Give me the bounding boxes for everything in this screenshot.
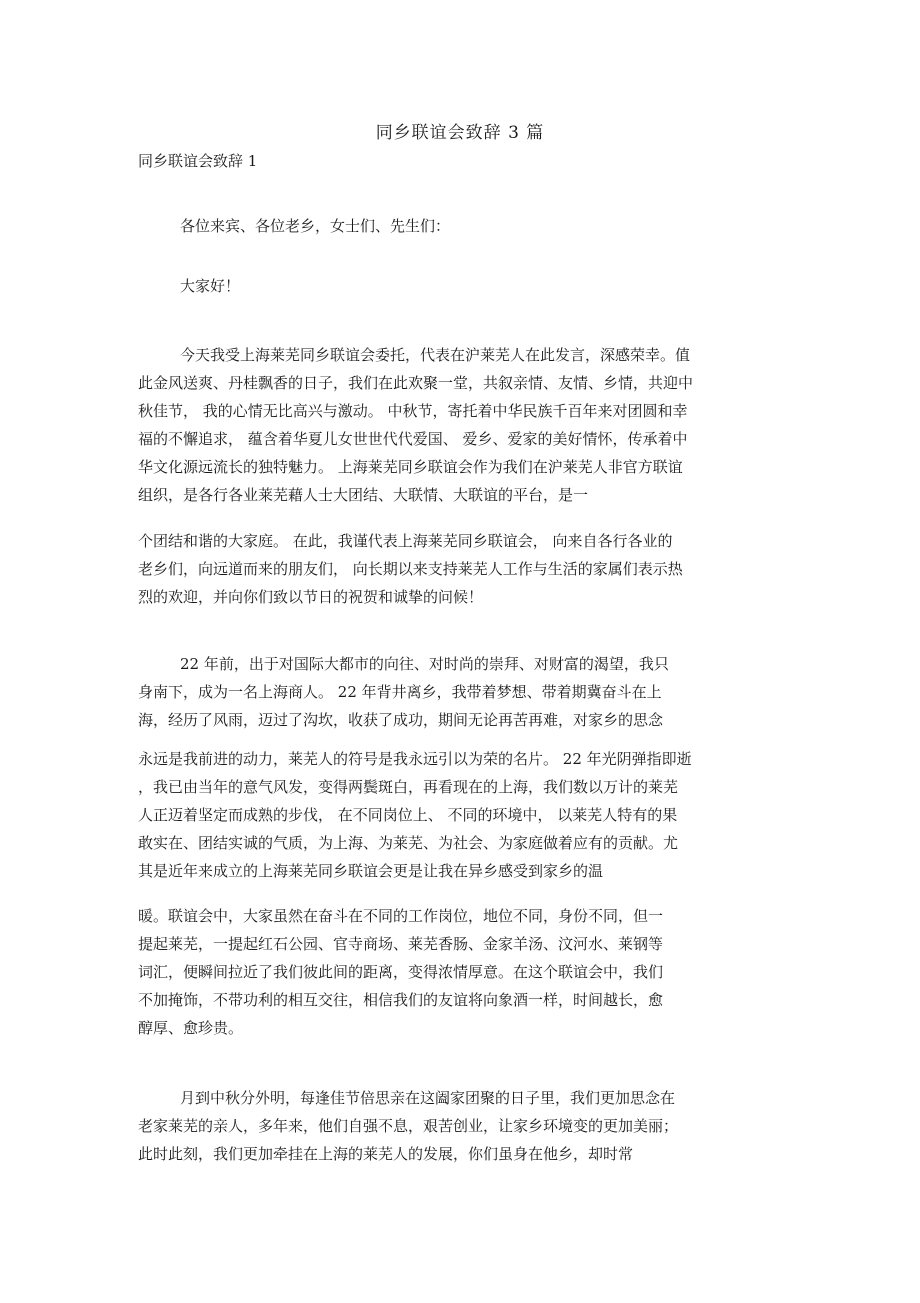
document-title: 同乡联谊会致辞 3 篇 [375, 123, 545, 143]
paragraph-line: 22 年前，出于对国际大都市的向往、对时尚的崇拜、对财富的渴望，我只 [180, 655, 669, 673]
paragraph-line: 其是近年来成立的上海莱芜同乡联谊会更是让我在异乡感受到家乡的温 [138, 862, 604, 880]
paragraph-line: ，我已由当年的意气风发，变得两鬓斑白，再看现在的上海，我们数以万计的莱芜 [138, 778, 679, 796]
paragraph-line: 敢实在、团结实诚的气质，为上海、为莱芜、为社会、为家庭做着应有的贡献。尤 [138, 834, 679, 852]
paragraph-line: 老乡们，向远道而来的朋友们， 向长期以来支持莱芜人工作与生活的家属们表示热 [138, 560, 683, 578]
paragraph-line: 身南下，成为一名上海商人。 22 年背井离乡，我带着梦想、带着期冀奋斗在上 [138, 683, 662, 701]
section-heading: 同乡联谊会致辞 1 [138, 152, 258, 170]
paragraph-line: 秋佳节， 我的心情无比高兴与激动。 中秋节，寄托着中华民族千百年来对团圆和幸 [138, 402, 688, 420]
paragraph-line: 词汇，便瞬间拉近了我们彼此间的距离，变得浓情厚意。在这个联谊会中，我们 [138, 963, 664, 981]
paragraph-line: 今天我受上海莱芜同乡联谊会委托，代表在沪莱芜人在此发言，深感荣幸。值 [180, 346, 691, 364]
paragraph-line: 月到中秋分外明，每逢佳节倍思亲在这阖家团聚的日子里，我们更加思念在 [180, 1089, 676, 1107]
paragraph-line: 海，经历了风雨，迈过了沟坎，收获了成功，期间无论再苦再难，对家乡的思念 [138, 711, 664, 729]
paragraph-line: 烈的欢迎，并向你们致以节日的祝贺和诚挚的问候！ [138, 588, 484, 606]
paragraph-line: 老家莱芜的亲人，多年来，他们自强不息，艰苦创业，让家乡环境变的更加美丽； [138, 1117, 679, 1135]
paragraph-line: 永远是我前进的动力，莱芜人的符号是我永远引以为荣的名片。 22 年光阴弹指即逝 [138, 750, 692, 768]
paragraph-line: 提起莱芜，一提起红石公园、官寺商场、莱芜香肠、金家羊汤、汶河水、莱钢等 [138, 935, 664, 953]
hello-line: 大家好！ [180, 277, 241, 295]
paragraph-line: 不加掩饰，不带功利的相互交往，相信我们的友谊将向象酒一样，时间越长，愈 [138, 991, 664, 1009]
paragraph-line: 醇厚、愈珍贵。 [138, 1019, 244, 1037]
paragraph-line: 此时此刻，我们更加牵挂在上海的莱芜人的发展，你们虽身在他乡，却时常 [138, 1145, 634, 1163]
paragraph-line: 个团结和谐的大家庭。 在此，我谨代表上海莱芜同乡联谊会， 向来自各行各业的 [138, 532, 673, 550]
greeting-line: 各位来宾、各位老乡，女士们、先生们： [180, 217, 451, 235]
paragraph-line: 暖。联谊会中，大家虽然在奋斗在不同的工作岗位，地位不同，身份不同，但一 [138, 907, 664, 925]
paragraph-line: 组织，是各行各业莱芜藉人士大团结、大联情、大联谊的平台，是一 [138, 486, 589, 504]
paragraph-line: 华文化源远流长的独特魅力。 上海莱芜同乡联谊会作为我们在沪莱芜人非官方联谊 [138, 458, 683, 476]
paragraph-line: 此金风送爽、丹桂飘香的日子，我们在此欢聚一堂，共叙亲情、友情、乡情，共迎中 [138, 374, 694, 392]
paragraph-line: 人正迈着坚定而成熟的步伐， 在不同岗位上、 不同的环境中， 以莱芜人特有的果 [138, 806, 678, 824]
paragraph-line: 福的不懈追求， 蕴含着华夏儿女世世代代爱国、 爱乡、爱家的美好情怀，传承着中 [138, 430, 688, 448]
